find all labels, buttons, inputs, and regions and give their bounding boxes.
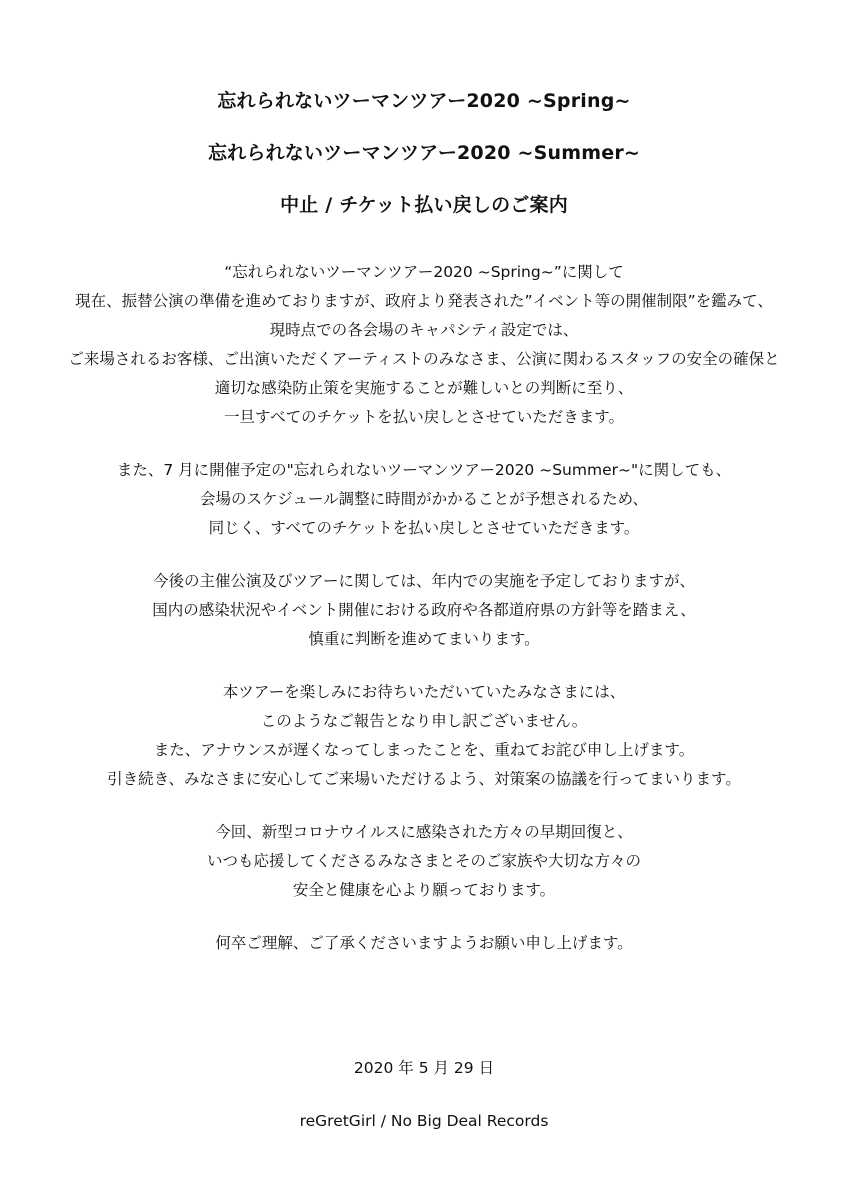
paragraph-line: ご来場されるお客様、ご出演いただくアーティストのみなさま、公演に関わるスタッフの安全の確保と bbox=[68, 350, 780, 368]
paragraph-line: 一旦すべてのチケットを払い戻しとさせていただきます。 bbox=[223, 408, 625, 426]
announcement-date: 2020 年 5 月 29 日 bbox=[353, 1059, 495, 1077]
paragraph-line: このようなご報告となり申し訳ございません。 bbox=[260, 712, 588, 730]
paragraph-closing bbox=[0, 929, 848, 958]
paragraph-line: 適切な感染防止策を実施することが難しいとの判断に至り、 bbox=[214, 379, 634, 397]
paragraph-line: 慎重に判断を進めてまいります。 bbox=[308, 630, 540, 648]
paragraph-line: 現在、振替公演の準備を進めておりますが、政府より発表された”イベント等の開催制限”を鑑みて、 bbox=[75, 292, 773, 310]
paragraph-line: いつも応援してくださるみなさまとそのご家族や大切な方々の bbox=[206, 852, 641, 870]
paragraph-line: 安全と健康を心より願っております。 bbox=[292, 881, 556, 899]
announcement-body bbox=[0, 258, 848, 982]
title-block bbox=[0, 88, 848, 244]
title-spring-tour: 忘れられないツーマンツアー2020 ~Spring~ bbox=[217, 90, 631, 112]
paragraph-apology bbox=[0, 678, 848, 794]
paragraph-line: 今回、新型コロナウイルスに感染された方々の早期回復と、 bbox=[215, 823, 633, 841]
paragraph-line: 国内の感染状況やイベント開催における政府や各都道府県の方針等を踏まえ、 bbox=[152, 601, 696, 619]
paragraph-line: 何卒ご理解、ご了承くださいますようお願い申し上げます。 bbox=[215, 934, 633, 952]
paragraph-future-plans bbox=[0, 567, 848, 654]
paragraph-line: 会場のスケジュール調整に時間がかかることが予想されるため、 bbox=[200, 490, 648, 508]
paragraph-line: 引き続き、みなさまに安心してご来場いただけるよう、対策案の協議を行ってまいります。 bbox=[107, 770, 741, 788]
title-cancellation-notice: 中止 / チケット払い戻しのご案内 bbox=[280, 194, 568, 216]
paragraph-line: 現時点での各会場のキャパシティ設定では、 bbox=[269, 321, 579, 339]
paragraph-line: 同じく、すべてのチケットを払い戻しとさせていただきます。 bbox=[208, 519, 640, 537]
paragraph-spring-refund bbox=[0, 258, 848, 432]
paragraph-wishes bbox=[0, 818, 848, 905]
paragraph-line: また、7 月に開催予定の"忘れられないツーマンツアー2020 ~Summer~"に関しても、 bbox=[116, 461, 732, 479]
paragraph-line: “忘れられないツーマンツアー2020 ~Spring~”に関して bbox=[224, 263, 624, 281]
announcement-signature: reGretGirl / No Big Deal Records bbox=[299, 1112, 549, 1130]
paragraph-line: また、アナウンスが遅くなってしまったことを、重ねてお詫び申し上げます。 bbox=[153, 741, 695, 759]
paragraph-line: 本ツアーを楽しみにお待ちいただいていたみなさまには、 bbox=[222, 683, 626, 701]
paragraph-line: 今後の主催公演及びツアーに関しては、年内での実施を予定しておりますが、 bbox=[152, 572, 696, 590]
paragraph-summer-refund bbox=[0, 456, 848, 543]
title-summer-tour: 忘れられないツーマンツアー2020 ~Summer~ bbox=[207, 142, 641, 164]
